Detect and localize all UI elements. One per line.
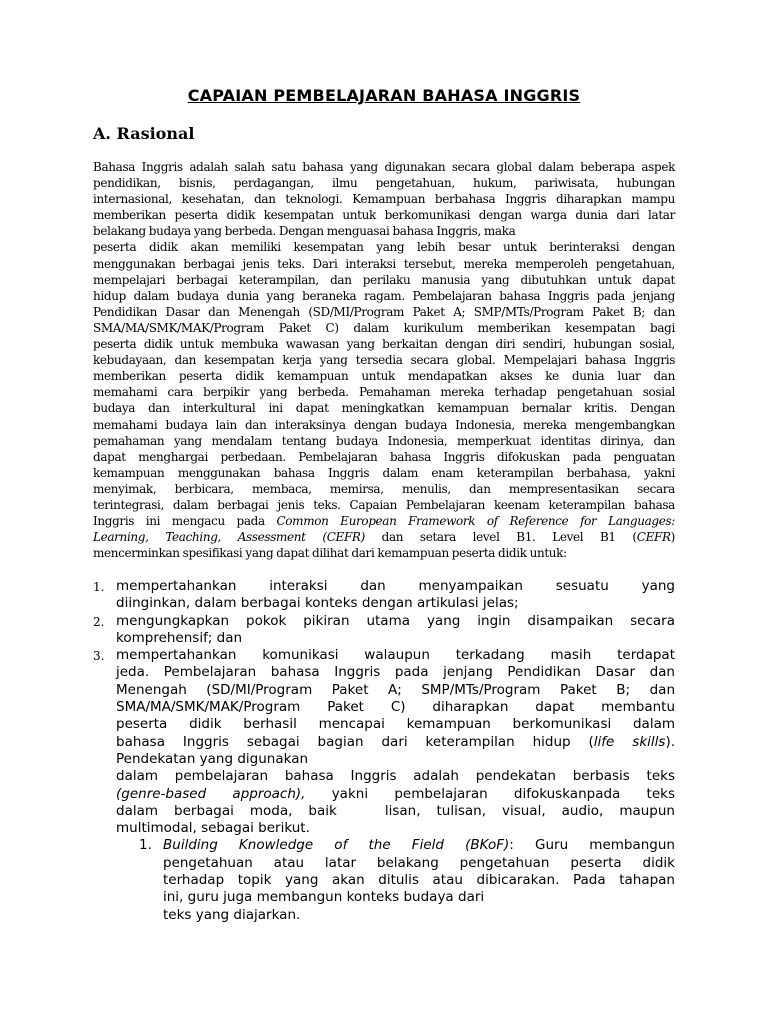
cefr-title: Common European Framework of Reference for Languages: bbox=[276, 514, 675, 529]
paragraph-line-cefr bbox=[93, 529, 675, 545]
stage-line: pengetahuan atau latar belakang pengetahuan peserta didik bbox=[163, 854, 675, 871]
list-line: peserta didik berhasil mencapai kemampuan berkomunikasi dalam bbox=[116, 716, 675, 733]
paragraph-line: SMA/MA/SMK/MAK/Program Paket C) dalam kurikulum memberikan kesempatan bagi bbox=[93, 320, 675, 335]
list-line bbox=[116, 786, 675, 803]
list-line: jeda. Pembelajaran bahasa Inggris pada jenjang Pendidikan Dasar dan bbox=[116, 664, 675, 681]
paragraph-line: memahami cara berpikir yang berbeda. Pemahaman mereka terhadap pengetahuan sosial bbox=[93, 385, 675, 400]
list-item bbox=[93, 613, 675, 648]
stage-item bbox=[116, 837, 675, 923]
list-line: dalam pembelajaran bahasa Inggris adalah pendekatan berbasis teks bbox=[116, 768, 675, 785]
cefr-title: Learning, Teaching, Assessment (CEFR) bbox=[93, 530, 365, 545]
paragraph-line: pemahaman yang mendalam tentang budaya Indonesia, memperkuat identitas dirinya, dan bbox=[93, 433, 675, 448]
list-line: Pendekatan yang digunakan bbox=[116, 750, 309, 767]
cefr-text: ) bbox=[670, 530, 676, 545]
paragraph-line: menyimak, berbicara, membaca, memirsa, menulis, dan mempresentasikan secara bbox=[93, 481, 675, 496]
paragraph-line: pendidikan, bisnis, perdagangan, ilmu pengetahuan, hukum, pariwisata, hubungan bbox=[93, 176, 675, 191]
paragraph-line: budaya dan interkultural ini dapat meningkatkan kemampuan bernalar kritis. Dengan bbox=[93, 401, 675, 416]
list-line bbox=[116, 734, 675, 751]
paragraph-line: dapat menghargai perbedaan. Pembelajaran bahasa Inggris difokuskan pada penguatan bbox=[93, 449, 675, 464]
list-line: multimodal, sebagai berikut. bbox=[116, 820, 310, 837]
genre-approach: (genre-based approach), bbox=[116, 785, 306, 802]
ability-list bbox=[93, 578, 675, 924]
stage-line: ini, guru juga membangun konteks budaya dari bbox=[163, 889, 485, 906]
stage-number: 1. bbox=[139, 837, 152, 854]
paragraph-line-cefr bbox=[93, 513, 675, 529]
list-item bbox=[93, 578, 675, 613]
paragraph-line: mencerminkan spesifikasi yang dapat dilihat dari kemampuan peserta didik untuk: bbox=[93, 546, 567, 561]
paragraph-line: memahami budaya lain dan interaksinya dengan budaya Indonesia, mereka mengembangkan bbox=[93, 417, 675, 432]
list-line: SMA/MA/SMK/MAK/Program Paket C) diharapkan dapat membantu bbox=[116, 699, 675, 716]
paragraph-line: peserta didik akan memiliki kesempatan yang lebih besar untuk berinteraksi dengan bbox=[93, 240, 675, 255]
list-line: komprehensif; dan bbox=[116, 629, 243, 646]
paragraph-line: memberikan peserta didik kemampuan untuk mendapatkan akses ke dunia luar dan bbox=[93, 369, 675, 384]
paragraph-line: Bahasa Inggris adalah salah satu bahasa yang digunakan secara global dalam beberapa aspek bbox=[93, 160, 675, 174]
life-text: bahasa Inggris sebagai bagian dari keterampilan hidup ( bbox=[116, 733, 594, 750]
stage-title: Building Knowledge of the Field (BKoF) bbox=[163, 837, 510, 854]
list-line: mengungkapkan pokok pikiran utama yang ingin disampaikan secara bbox=[116, 612, 675, 629]
page-title: CAPAIAN PEMBELAJARAN BAHASA INGGRIS bbox=[187, 86, 581, 105]
rasional-paragraph bbox=[93, 159, 675, 561]
list-number: 1. bbox=[93, 580, 105, 594]
life-skills: life skills bbox=[593, 733, 666, 750]
paragraph-line: hidup dalam budaya dunia yang beraneka ragam. Pembelajaran bahasa Inggris pada jenjang bbox=[93, 288, 675, 303]
cefr-text: dan setara level B1. Level B1 ( bbox=[364, 530, 637, 545]
cefr-text: Inggris ini mengacu pada bbox=[93, 514, 277, 529]
genre-text: yakni pembelajaran difokuskanpada teks bbox=[305, 785, 675, 802]
cefr-abbrev: CEFR bbox=[636, 530, 671, 545]
paragraph-line: kebudayaan, dan kesempatan kerja yang tersedia secara global. Mempelajari bahasa Inggris bbox=[93, 353, 675, 368]
paragraph-line: internasional, kesehatan, dan teknologi. Kemampuan berbahasa Inggris diharapkan mampu bbox=[93, 192, 675, 207]
section-heading-rasional: A. Rasional bbox=[93, 124, 195, 143]
paragraph-line: mempelajari berbagai keterampilan, dan perilaku manusia yang dibutuhkan untuk dapat bbox=[93, 272, 675, 287]
list-line: mempertahankan komunikasi walaupun terkadang masih terdapat bbox=[116, 647, 675, 664]
life-text: ). bbox=[665, 733, 675, 750]
paragraph-line: menggunakan berbagai jenis teks. Dari interaksi tersebut, mereka memperoleh pengetahuan, bbox=[93, 256, 675, 271]
list-number: 3. bbox=[93, 649, 105, 664]
paragraph-line: memberikan peserta didik kesempatan untuk berkomunikasi dengan warga dunia dari latar bbox=[93, 208, 675, 223]
list-line: dalam berbagai moda, baik lisan, tulisan, visual, audio, maupun bbox=[116, 802, 675, 819]
list-number: 2. bbox=[93, 614, 105, 629]
stage-line bbox=[163, 837, 675, 854]
stage-line: teks yang diajarkan. bbox=[163, 906, 301, 923]
list-line: Menengah (SD/MI/Program Paket A; SMP/MTs/Program Paket B; dan bbox=[116, 681, 675, 698]
paragraph-line: belakang budaya yang berbeda. Dengan menguasai bahasa Inggris, maka bbox=[93, 224, 516, 239]
list-line: diinginkan, dalam berbagai konteks dengan artikulasi jelas; bbox=[116, 595, 519, 612]
stage-list bbox=[116, 837, 675, 923]
paragraph-line: peserta didik untuk membuka wawasan yang berkaitan dengan diri sendiri, hubungan sosial, bbox=[93, 337, 675, 352]
list-line: mempertahankan interaksi dan menyampaikan sesuatu yang bbox=[116, 578, 675, 594]
paragraph-line: Pendidikan Dasar dan Menengah (SD/MI/Program Paket A; SMP/MTs/Program Paket B; dan bbox=[93, 304, 675, 319]
stage-line: terhadap topik yang akan ditulis atau dibicarakan. Pada tahapan bbox=[163, 872, 675, 889]
list-item bbox=[93, 647, 675, 924]
stage-text: : Guru membangun bbox=[509, 837, 675, 854]
paragraph-line: kemampuan menggunakan bahasa Inggris dalam enam keterampilan berbahasa, yakni bbox=[93, 465, 675, 480]
paragraph-line: terintegrasi, dalam berbagai jenis teks. Capaian Pembelajaran keenam keterampilan bahasa bbox=[93, 497, 675, 512]
